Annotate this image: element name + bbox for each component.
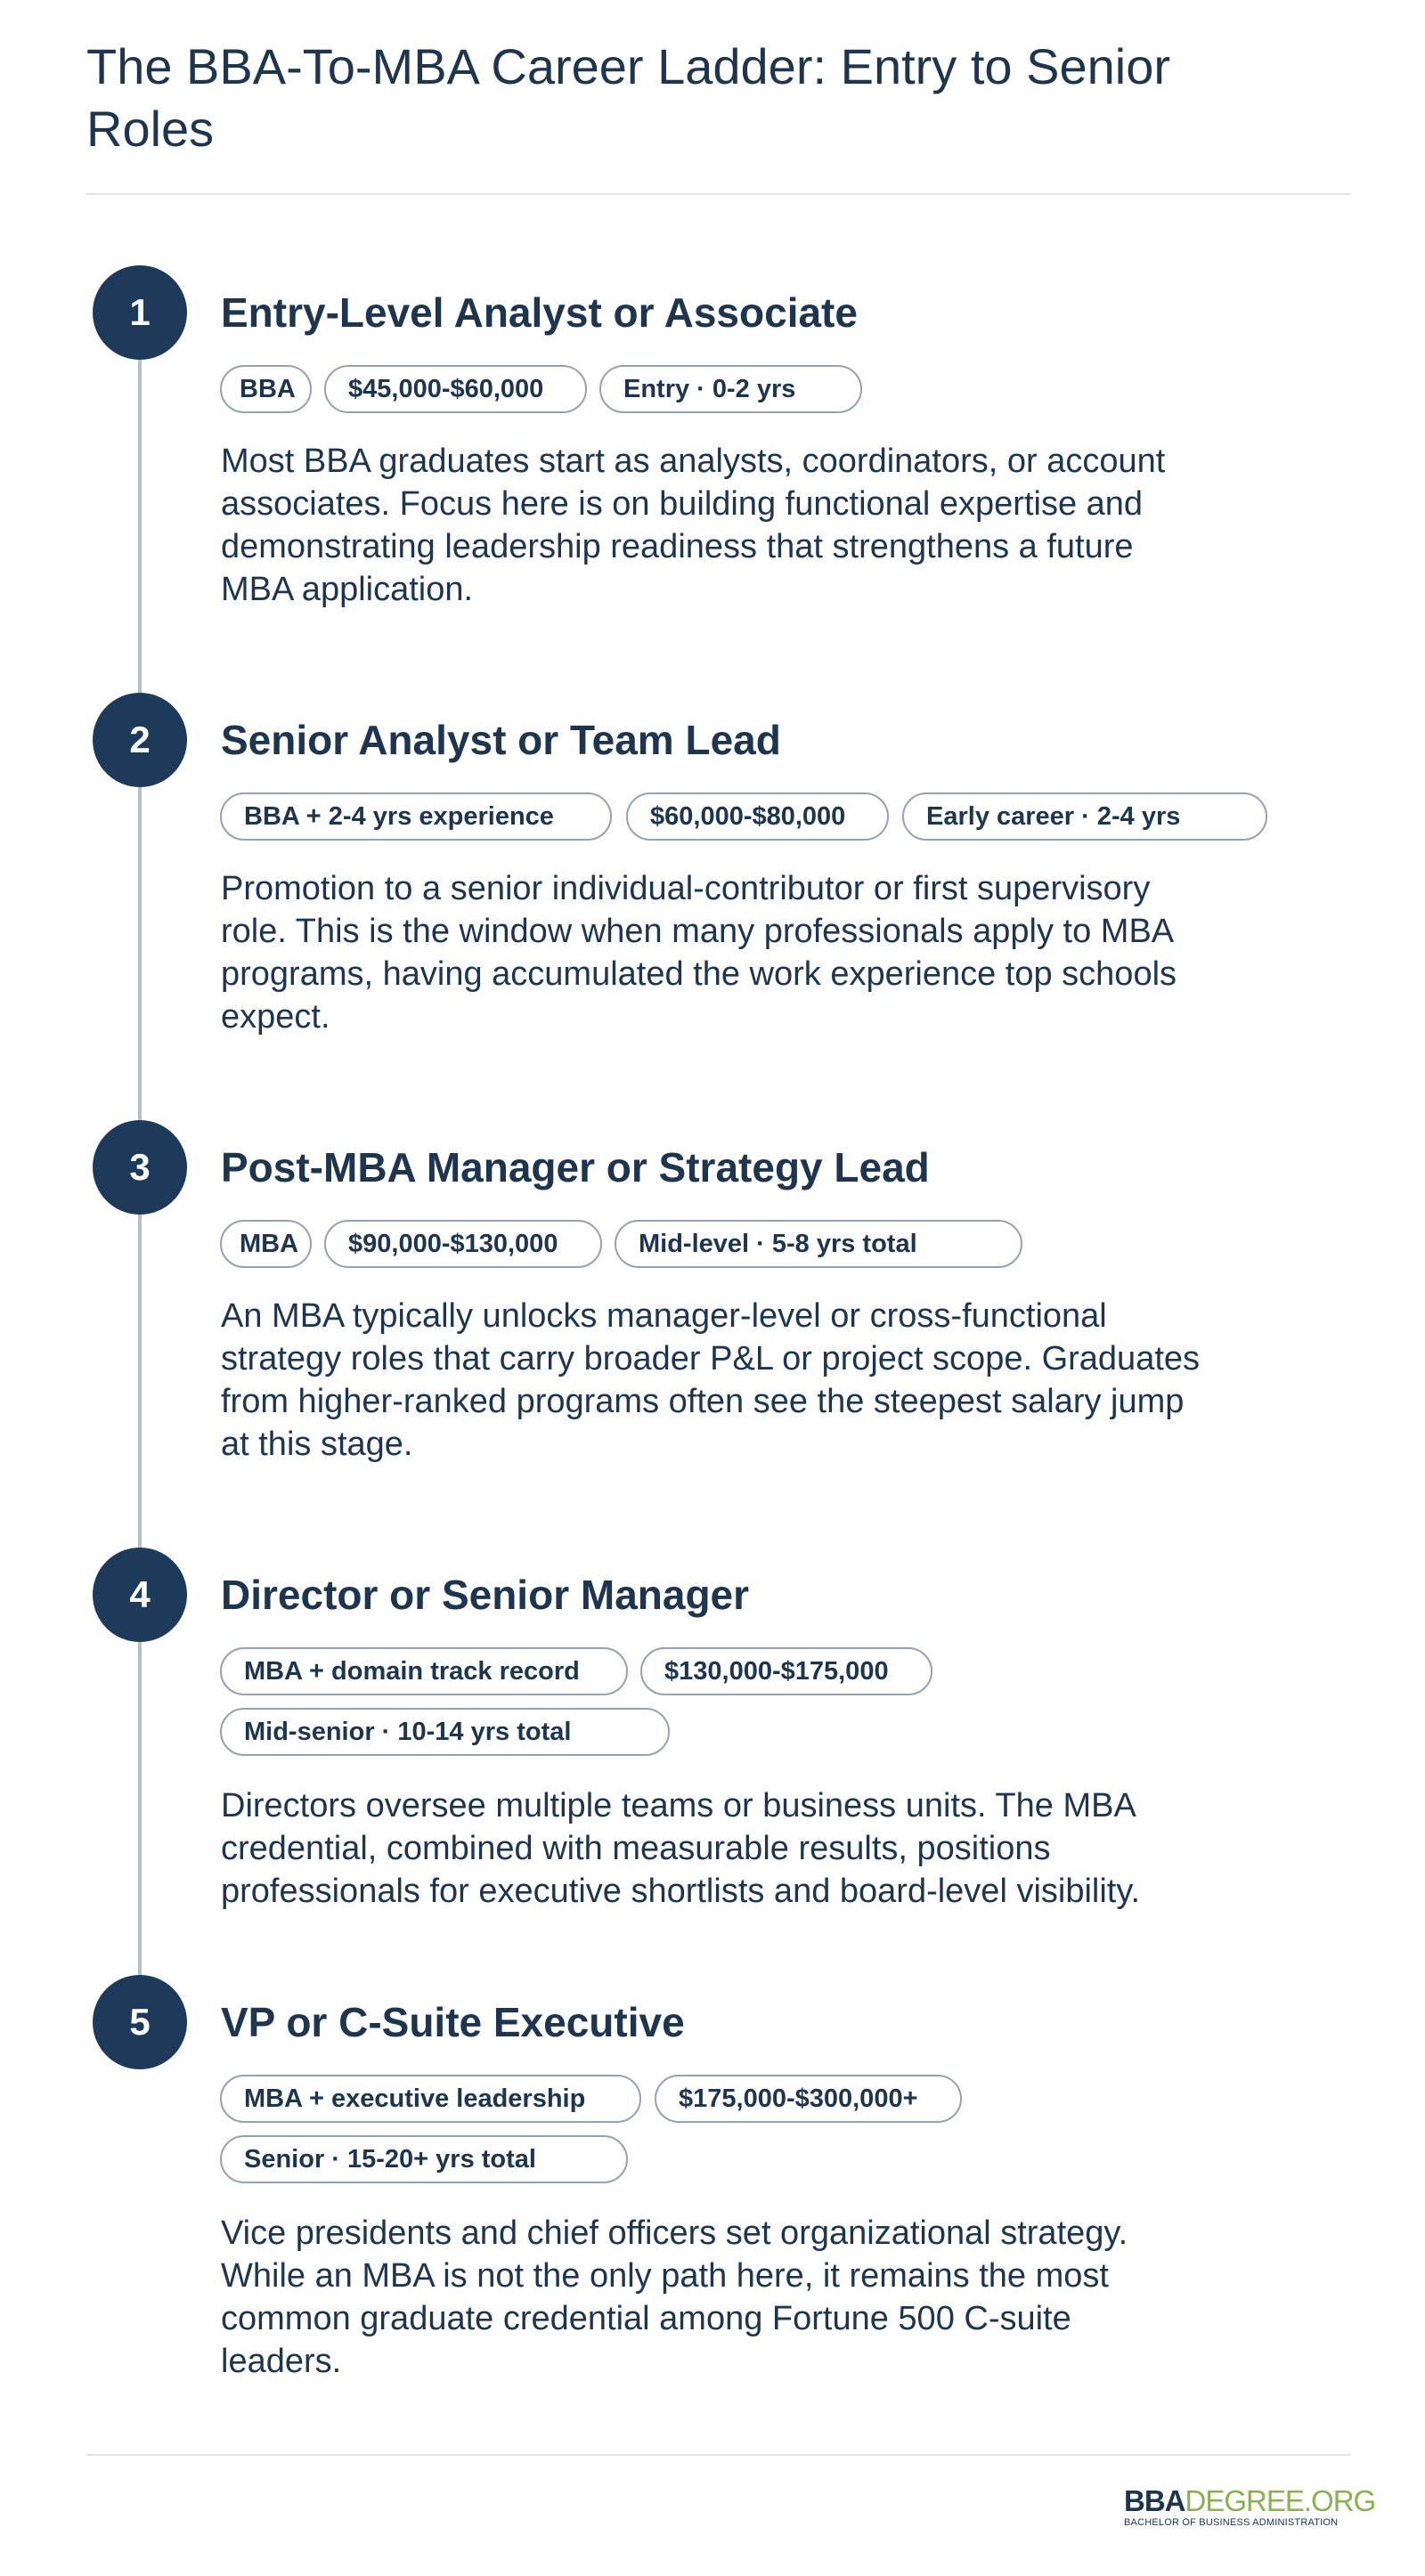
salary-tag: $90,000-$130,000 — [324, 1220, 602, 1268]
experience-tag: Early career · 2-4 yrs — [902, 792, 1267, 841]
step-number-badge: 5 — [93, 1975, 187, 2069]
step-number-badge: 3 — [93, 1120, 187, 1215]
logo-light-text: DEGREE.ORG — [1185, 2484, 1376, 2517]
logo-tagline: BACHELOR OF BUSINESS ADMINISTRATION — [1124, 2517, 1339, 2528]
experience-tag: Mid-senior · 10-14 yrs total — [220, 1708, 670, 1756]
salary-tag: $45,000-$60,000 — [324, 365, 587, 413]
degree-tag: MBA + executive leadership — [220, 2075, 641, 2123]
step-heading: Director or Senior Manager — [221, 1572, 750, 1618]
step-description: Directors oversee multiple teams or business units. The MBA credential, combined with measurable results, positions professionals for executive shortlists and board-level visibility. — [221, 1787, 1141, 1910]
step-number-badge: 4 — [93, 1548, 187, 1642]
step-description: Vice presidents and chief officers set organizational strategy. While an MBA is not the only path here, it remains the most common graduate credential among Fortune 500 C-suite leaders. — [221, 2214, 1128, 2380]
step-description: Most BBA graduates start as analysts, coordinators, or account associates. Focus here is on building functional expertise and demonstrating leadership readiness that strengthens a future MBA application. — [221, 443, 1166, 608]
top-divider — [86, 193, 1351, 195]
degree-tag: MBA — [220, 1220, 312, 1268]
step-heading: Senior Analyst or Team Lead — [221, 717, 781, 763]
step-heading: VP or C-Suite Executive — [221, 1999, 685, 2045]
degree-tag: BBA + 2-4 yrs experience — [220, 792, 612, 841]
step-heading: Entry-Level Analyst or Associate — [221, 289, 858, 336]
page-title: The BBA-To-MBA Career Ladder: Entry to Senior Roles — [86, 38, 1170, 157]
step-description: An MBA typically unlocks manager-level or cross-functional strategy roles that carry broader P&L or project scope. Graduates from higher-ranked programs often see the steepest salary jump at this stage. — [221, 1297, 1201, 1463]
salary-tag: $130,000-$175,000 — [640, 1647, 932, 1695]
step-description: Promotion to a senior individual-contributor or first supervisory role. This is the window when many professionals apply to MBA programs, having accumulated the work experience top schools expect. — [221, 870, 1177, 1036]
degree-tag: BBA — [220, 365, 312, 413]
degree-tag: MBA + domain track record — [220, 1647, 628, 1695]
step-number-badge: 1 — [93, 265, 187, 360]
logo-bold-text: BBA — [1124, 2484, 1185, 2517]
salary-tag: $175,000-$300,000+ — [655, 2075, 962, 2123]
salary-tag: $60,000-$80,000 — [626, 792, 889, 841]
step-heading: Post-MBA Manager or Strategy Lead — [221, 1144, 930, 1190]
bottom-divider — [86, 2454, 1351, 2456]
experience-tag: Senior · 15-20+ yrs total — [220, 2135, 628, 2183]
experience-tag: Mid-level · 5-8 yrs total — [615, 1220, 1022, 1268]
step-number-badge: 2 — [93, 693, 187, 787]
experience-tag: Entry · 0-2 yrs — [599, 365, 862, 413]
site-logo — [1124, 2484, 1376, 2529]
logo-wordmark — [1124, 2484, 1375, 2518]
